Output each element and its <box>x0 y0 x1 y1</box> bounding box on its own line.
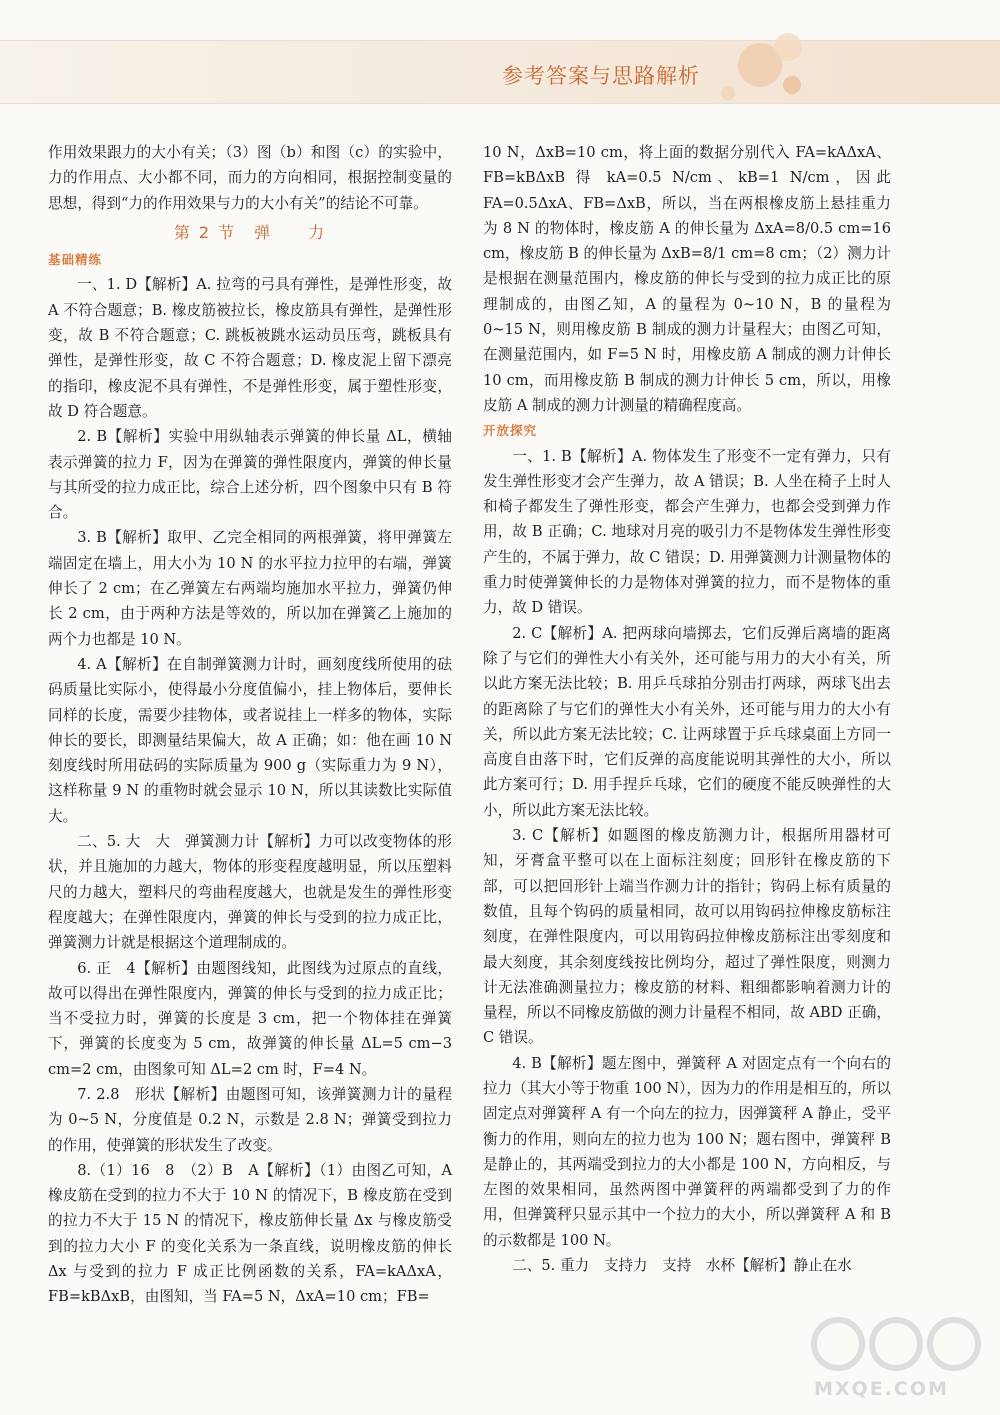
answer-paragraph: 4. B【解析】题左图中，弹簧秤 A 对固定点有一个向右的拉力（其大小等于物重 100 N），因为力的作用是相互的，所以固定点对弹簧秤 A 有一个向左的拉力，因弹簧秤 A 静止，受平衡力的作用，则向左的拉力也为 100 N；题右图中，弹簧秤 B 是静止的，其两端受到拉力的大小都是 100 N，方向相反，与左图的效果相同，虽然两图中弹簧秤的两端都受到了力的作用，但弹簧秤只显示其中一个拉力的大小，所以弹簧秤 A 和 B 的示数都是 100 N。 <box>483 1054 891 1249</box>
watermark-text: MXQE.COM <box>814 1378 949 1400</box>
answer-paragraph: 一、1. D【解析】A. 拉弯的弓具有弹性，是弹性形变，故 A 不符合题意；B. 橡皮筋被拉长，橡皮筋具有弹性，是弹性形变，故 B 不符合题意；C. 跳板被跳水运动员压弯，跳板具有弹性，是弹性形变，故 C 不符合题意；D. 橡皮泥上留下漂亮的指印，橡皮泥不具有弹性，不是弹性形变，属于塑性形变，故 D 符合题意。 <box>48 276 452 420</box>
section-label-open: 开放探究 <box>483 423 538 439</box>
answer-paragraph: 7. 2.8 形状【解析】由题图可知，该弹簧测力计的量程为 0~5 N，分度值是 0.2 N，示数是 2.8 N；弹簧受到拉力的作用，使弹簧的形状发生了改变。 <box>48 1085 452 1154</box>
answer-paragraph: 8.（1）16 8 （2）B A【解析】（1）由图乙可知，A 橡皮筋在受到的拉力不大于 10 N 的情况下，B 橡皮筋在受到的拉力不大于 15 N 的情况下，橡皮筋伸长量 Δx 与橡皮筋受到的拉力大小 F 的变化关系为一条直线，说明橡皮筋的伸长 Δx 与受到的拉力 F 成正比例函数的关系，FA=kAΔxA，FB=kBΔxB，由图知，当 FA=5 N，ΔxA=10 cm；FB= <box>48 1161 452 1306</box>
header-band <box>0 40 1000 104</box>
right-column <box>483 140 891 1278</box>
answer-paragraph: 2. B【解析】实验中用纵轴表示弹簧的伸长量 ΔL，横轴表示弹簧的拉力 F，因为在弹簧的弹性限度内，弹簧的伸长量与其所受的拉力成正比，综合上述分析，四个图象中只有 B 符合。 <box>48 428 452 522</box>
left-column <box>48 140 452 1310</box>
paragraph: 作用效果跟力的大小有关；（3）图（b）和图（c）的实验中，力的作用点、大小都不同，而力的方向相同，根据控制变量的思想，得到“力的作用效果与力的大小有关”的结论不可靠。 <box>48 144 452 212</box>
answer-paragraph: 3. B【解析】取甲、乙完全相同的两根弹簧，将甲弹簧左端固定在墙上，用大小为 10 N 的水平拉力拉甲的右端，弹簧伸长了 2 cm；在乙弹簧左右两端均施加水平拉力，弹簧仍伸长 2 cm，由于两种方法是等效的，所以加在弹簧乙上施加的两个力也都是 10 N。 <box>48 529 452 648</box>
answer-paragraph: 6. 正 4【解析】由题图线知，此图线为过原点的直线，故可以得出在弹性限度内，弹簧的伸长与受到的拉力成正比；当不受拉力时，弹簧的长度是 3 cm，把一个物体挂在弹簧下，弹簧的长度变为 5 cm，故弹簧的伸长量 ΔL=5 cm−3 cm=2 cm，由图象可知 ΔL=2 cm 时，F=4 N。 <box>48 959 452 1078</box>
answer-paragraph: 2. C【解析】A. 把两球向墙掷去，它们反弹后离墙的距离除了与它们的弹性大小有关外，还可能与用力的大小有关，所以此方案无法比较；B. 用乒乓球拍分别击打两球，两球飞出去的距离除了与它们的弹性大小有关外，还可能与用力的大小有关，所以此方案无法比较；C. 让两球置于乒乓球桌面上方同一高度自由落下时，它们反弹的高度能说明其弹性的大小，所以此方案可行；D. 用手捏乒乓球，它们的硬度不能反映弹性的大小，所以此方案无法比较。 <box>483 624 891 819</box>
paragraph: 10 N，ΔxB=10 cm，将上面的数据分别代入 FA=kAΔxA、FB=kBΔxB 得 kA=0.5 N/cm、kB=1 N/cm，因此 FA=0.5ΔxA、FB=ΔxB，所以，当在两根橡皮筋上悬挂重力为 8 N 的物体时，橡皮筋 A 的伸长量为 ΔxA=8/0.5 cm=16 cm，橡皮筋 B 的伸长量为 ΔxB=8/1 cm=8 cm；（2）测力计是根据在测量范围内，橡皮筋的伸长与受到的拉力成正比的原理制成的，由图乙知，A 的量程为 0~10 N，B 的量程为 0~15 N，则用橡皮筋 B 制成的测力计量程大；由图乙可知，在测量范围内，如 F=5 N 时，用橡皮筋 A 制成的测力计伸长 10 cm，而用橡皮筋 B 制成的测力计伸长 5 cm，所以，用橡皮筋 A 制成的测力计测量的精确程度高。 <box>483 144 891 414</box>
answer-paragraph: 二、5. 重力 支持力 支持 水杯【解析】静止在水 <box>512 1257 852 1275</box>
section-title: 第 2 节 弹 力 <box>173 222 327 242</box>
page-header-title: 参考答案与思路解析 <box>502 64 700 88</box>
answer-paragraph: 二、5. 大 大 弹簧测力计【解析】力可以改变物体的形状，并且施加的力越大，物体的形变程度越明显，所以压塑料尺的力越大，塑料尺的弯曲程度越大，也就是发生的弹性形变程度越大；在弹性限度内，弹簧的伸长与受到的拉力成正比，弹簧测力计就是根据这个道理制成的。 <box>48 833 452 952</box>
answer-paragraph: 4. A【解析】在自制弹簧测力计时，画刻度线所使用的砝码质量比实际小，使得最小分度值偏小，挂上物体后，要伸长同样的长度，需要少挂物体，或者说挂上一样多的物体，实际伸长的要长，即测量结果偏大，故 A 正确；如：他在画 10 N 刻度线时所用砝码的实际质量为 900 g（实际重力为 9 N），这样称量 9 N 的重物时就会显示 10 N，所以其读数比实际值大。 <box>48 655 452 825</box>
answer-paragraph: 一、1. B【解析】A. 物体发生了形变不一定有弹力，只有发生弹性形变才会产生弹力，故 A 错误；B. 人坐在椅子上时人和椅子都发生了弹性形变，都会产生弹力，也都会受到弹力作用，故 B 正确；C. 地球对月亮的吸引力不是物体发生弹性形变产生的，不属于弹力，故 C 错误；D. 用弹簧测力计测量物体的重力时使弹簧伸长的力是物体对弹簧的拉力，而不是物体的重力，故 D 错误。 <box>483 447 891 617</box>
answer-paragraph: 3. C【解析】如题图的橡皮筋测力计，根据所用器材可知，牙膏盒平整可以在上面标注刻度；回形针在橡皮筋的下部，可以把回形针上端当作测力计的指针；钩码上标有质量的数值，且每个钩码的质量相同，故可以用钩码拉伸橡皮筋标注刻度，在弹性限度内，可以用钩码拉伸橡皮筋标注出零刻度和最大刻度，其余刻度线按比例均分，超过了弹性限度，则测力计无法准确测量拉力；橡皮筋的材料、粗细都影响着测力计的量程，所以不同橡皮筋做的测力计量程不相同，故 ABD 正确，C 错误。 <box>483 827 891 1047</box>
section-label-basic: 基础精练 <box>48 252 103 268</box>
